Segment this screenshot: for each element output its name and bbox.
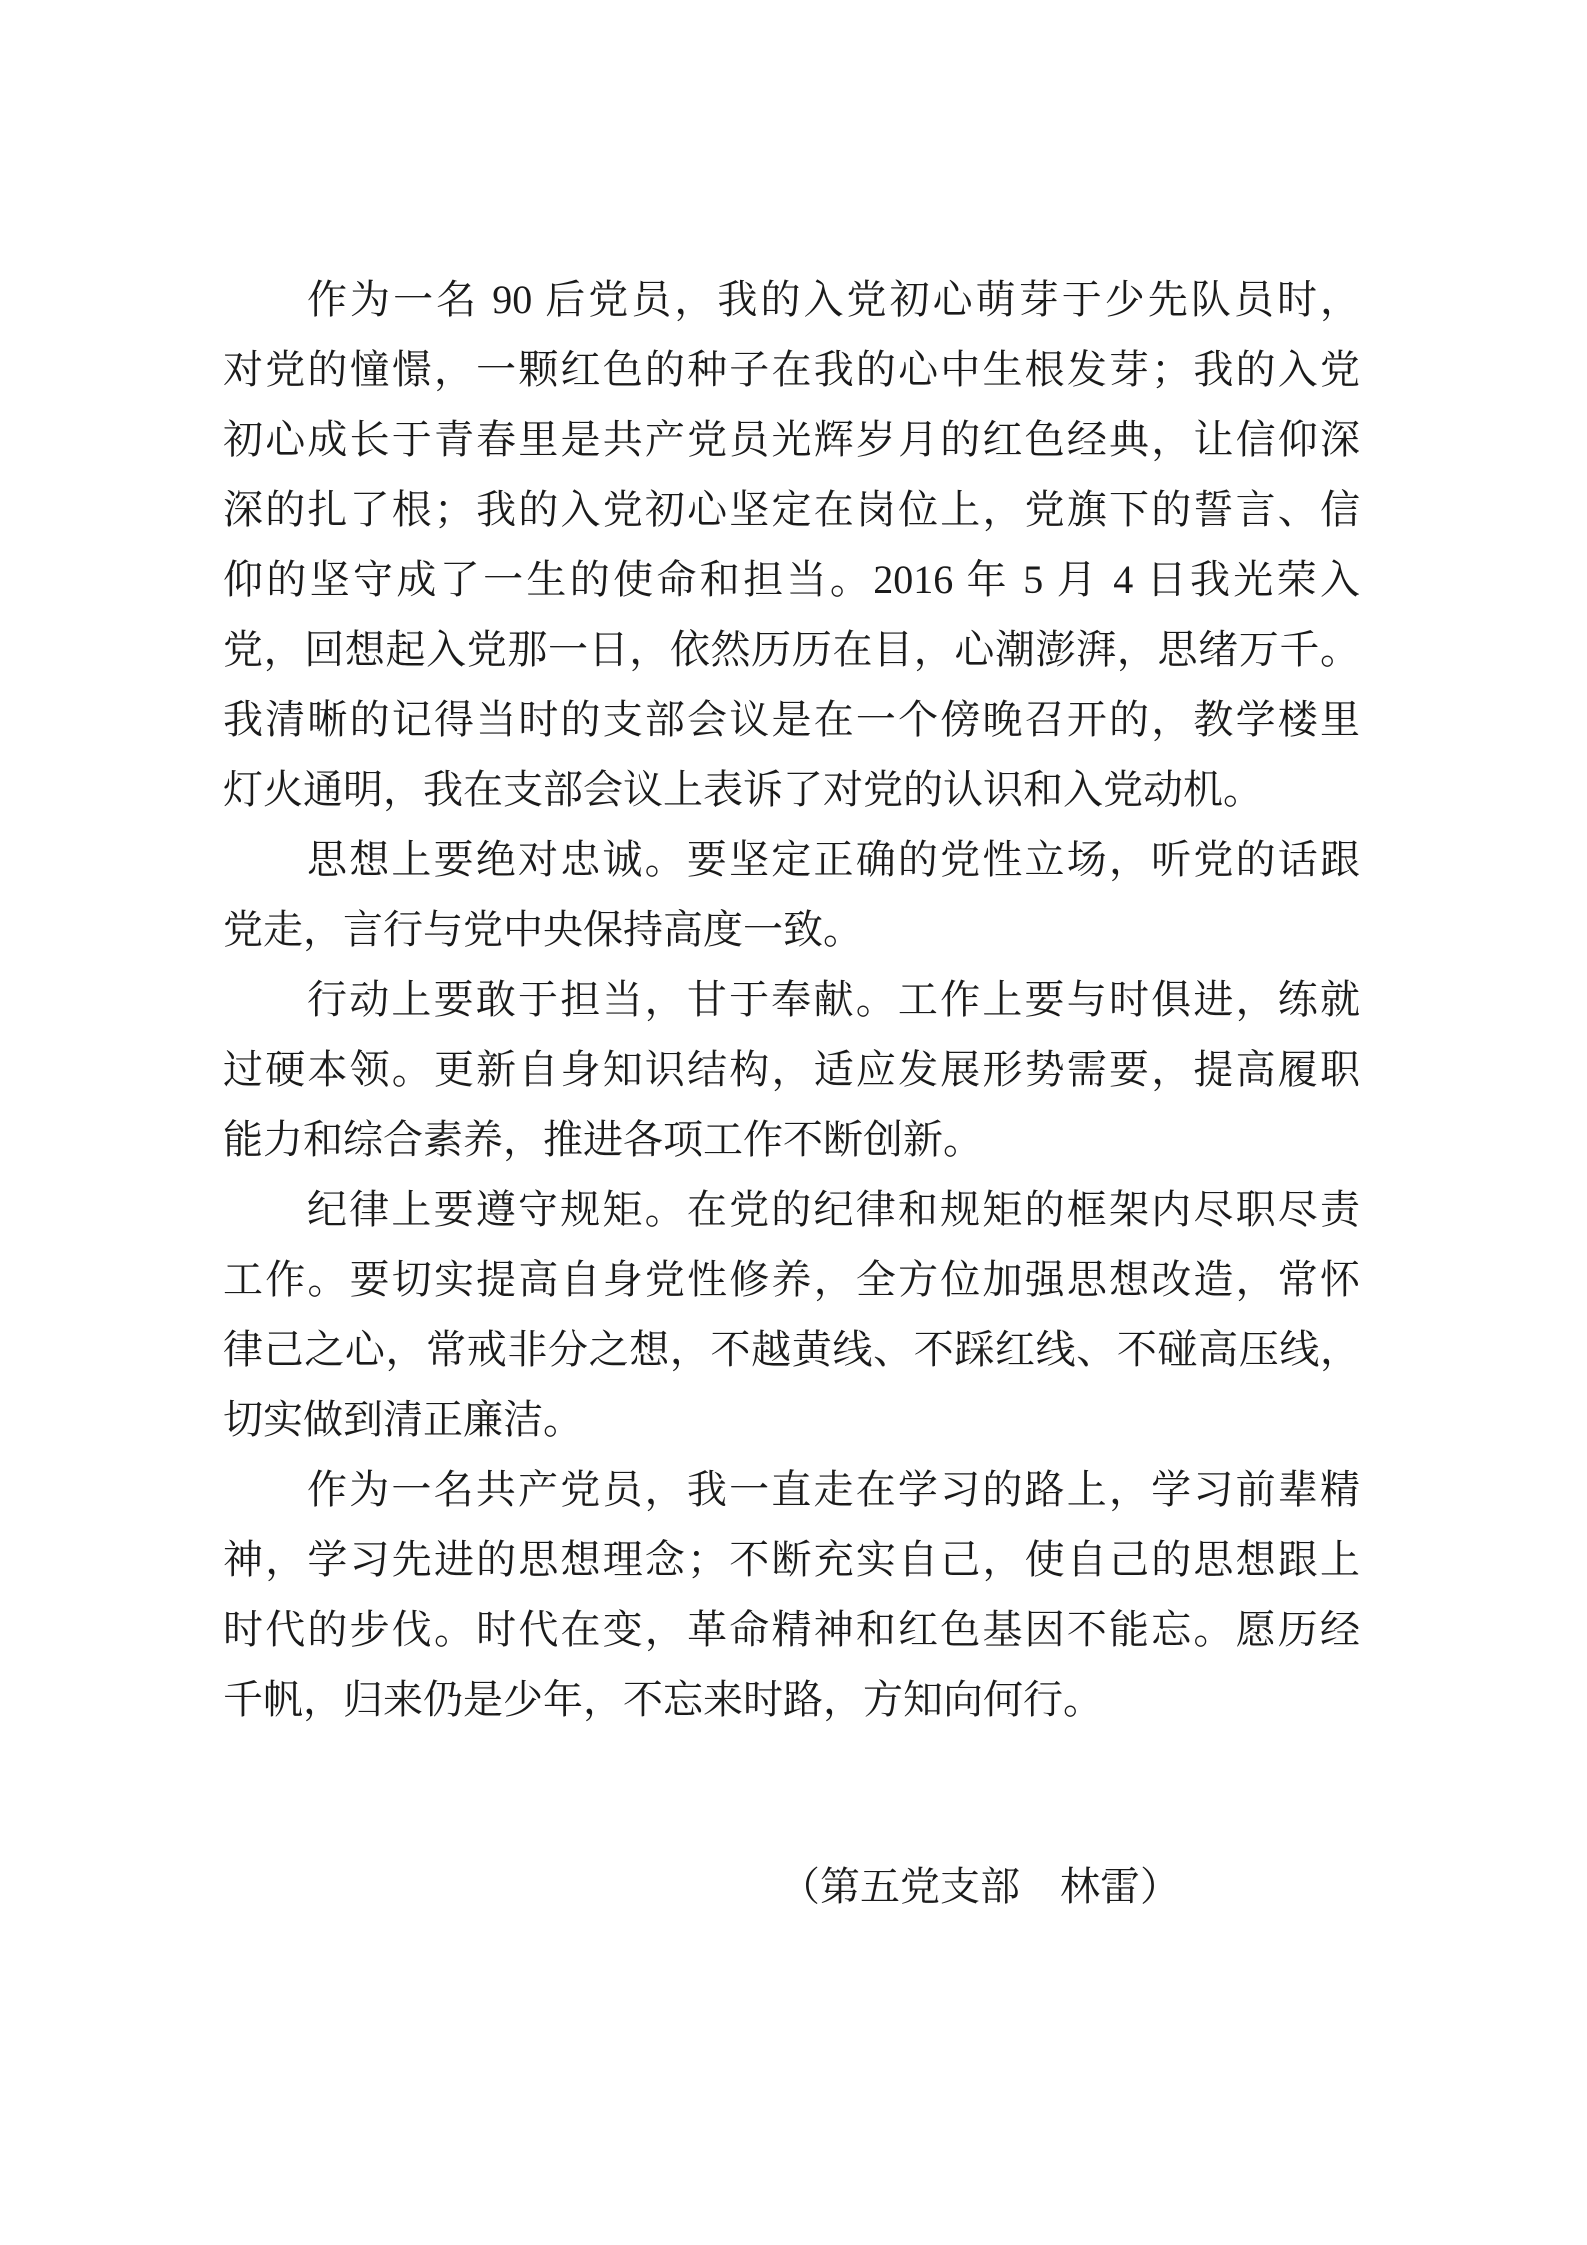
text-line: 作为一名共产党员，我一直走在学习的路上，学习前辈精: [307, 1467, 1360, 1512]
text-line: 作为一名 90 后党员，我的入党初心萌芽于少先队员时，: [307, 277, 1360, 322]
text-line: 党走，言行与党中央保持高度一致。: [223, 907, 863, 952]
text-line: 时代的步伐。时代在变，革命精神和红色基因不能忘。愿历经: [223, 1607, 1360, 1652]
paragraph: [223, 965, 1360, 1175]
paragraph: [223, 265, 1360, 825]
text-line: 切实做到清正廉洁。: [223, 1397, 583, 1442]
paragraph: [223, 825, 1360, 965]
text-line: 神，学习先进的思想理念；不断充实自己，使自己的思想跟上: [223, 1537, 1360, 1582]
text-line: 律己之心，常戒非分之想，不越黄线、不踩红线、不碰高压线，: [223, 1327, 1360, 1372]
text-line: 思想上要绝对忠诚。要坚定正确的党性立场，听党的话跟: [307, 837, 1360, 882]
text-line: 行动上要敢于担当，甘于奉献。工作上要与时俱进，练就: [307, 977, 1360, 1022]
text-line: 千帆，归来仍是少年，不忘来时路，方知向何行。: [223, 1677, 1103, 1722]
text-line: 党，回想起入党那一日，依然历历在目，心潮澎湃，思绪万千。: [223, 627, 1360, 672]
signature-line: （第五党支部 林雷）: [780, 1864, 1180, 1909]
document-body: [223, 265, 1360, 1735]
text-line: 深的扎了根；我的入党初心坚定在岗位上，党旗下的誓言、信: [223, 487, 1360, 532]
text-line: 仰的坚守成了一生的使命和担当。2016 年 5 月 4 日我光荣入: [223, 557, 1360, 602]
text-line: 工作。要切实提高自身党性修养，全方位加强思想改造，常怀: [223, 1257, 1360, 1302]
text-line: 我清晰的记得当时的支部会议是在一个傍晚召开的，教学楼里: [223, 697, 1360, 742]
text-line: 能力和综合素养，推进各项工作不断创新。: [223, 1117, 983, 1162]
text-line: 对党的憧憬，一颗红色的种子在我的心中生根发芽；我的入党: [223, 347, 1360, 392]
text-line: 过硬本领。更新自身知识结构，适应发展形势需要，提高履职: [223, 1047, 1360, 1092]
text-line: 灯火通明，我在支部会议上表诉了对党的认识和入党动机。: [223, 767, 1263, 812]
text-line: 初心成长于青春里是共产党员光辉岁月的红色经典，让信仰深: [223, 417, 1360, 462]
text-line: 纪律上要遵守规矩。在党的纪律和规矩的框架内尽职尽责: [307, 1187, 1360, 1232]
paragraph: [223, 1175, 1360, 1455]
paragraph: [223, 1455, 1360, 1735]
